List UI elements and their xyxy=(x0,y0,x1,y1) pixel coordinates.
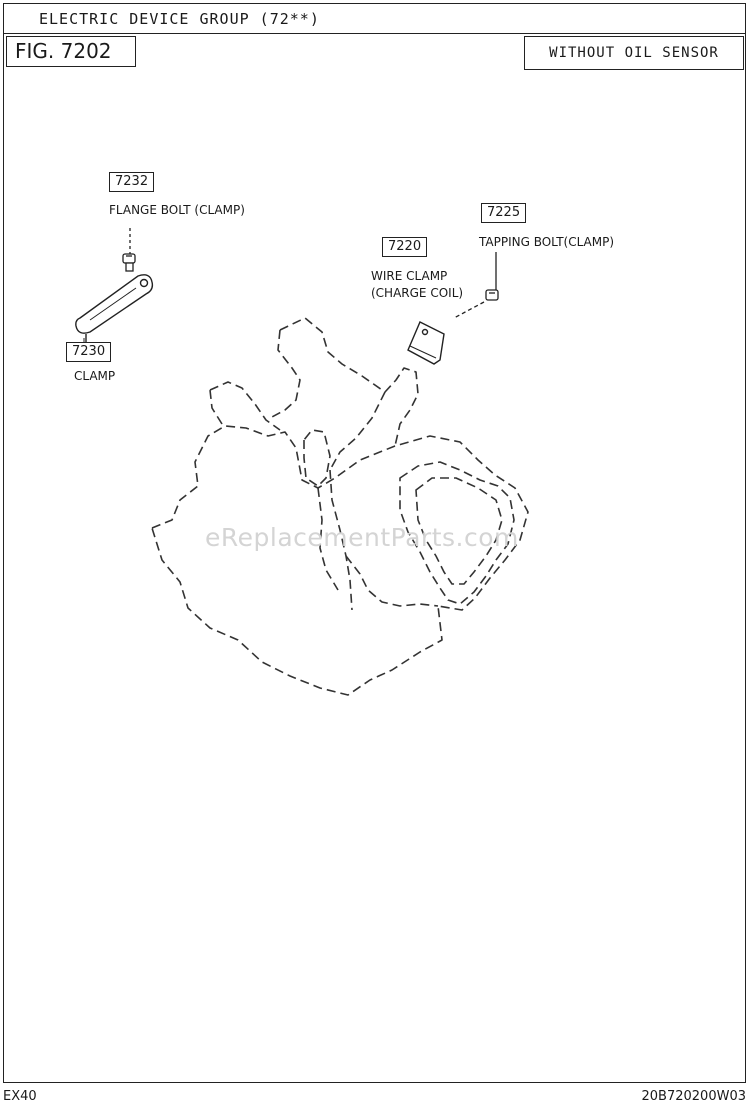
engine-outline xyxy=(152,318,528,695)
part-label-7232: FLANGE BOLT (CLAMP) xyxy=(109,203,245,217)
watermark: eReplacementParts.com xyxy=(205,523,519,552)
document-code: 20B720200W03 xyxy=(641,1089,746,1104)
part-label-7220: WIRE CLAMP (CHARGE COIL) xyxy=(371,269,464,300)
flange-bolt-7232-shape xyxy=(123,228,135,271)
figure-number: FIG. 7202 xyxy=(6,36,136,67)
group-title: ELECTRIC DEVICE GROUP (72**) xyxy=(39,10,320,28)
model-code: EX40 xyxy=(3,1089,37,1104)
part-number-7232: 7232 xyxy=(109,172,154,192)
variant-label: WITHOUT OIL SENSOR xyxy=(524,36,744,70)
part-label-7230: CLAMP xyxy=(74,369,116,383)
part-label-7225: TAPPING BOLT(CLAMP) xyxy=(479,235,615,249)
part-number-7220: 7220 xyxy=(382,237,427,257)
wire-clamp-7220-shape xyxy=(408,322,444,364)
clamp-7230-shape xyxy=(76,275,153,342)
part-number-7230: 7230 xyxy=(66,342,111,362)
part-number-7225: 7225 xyxy=(481,203,526,223)
